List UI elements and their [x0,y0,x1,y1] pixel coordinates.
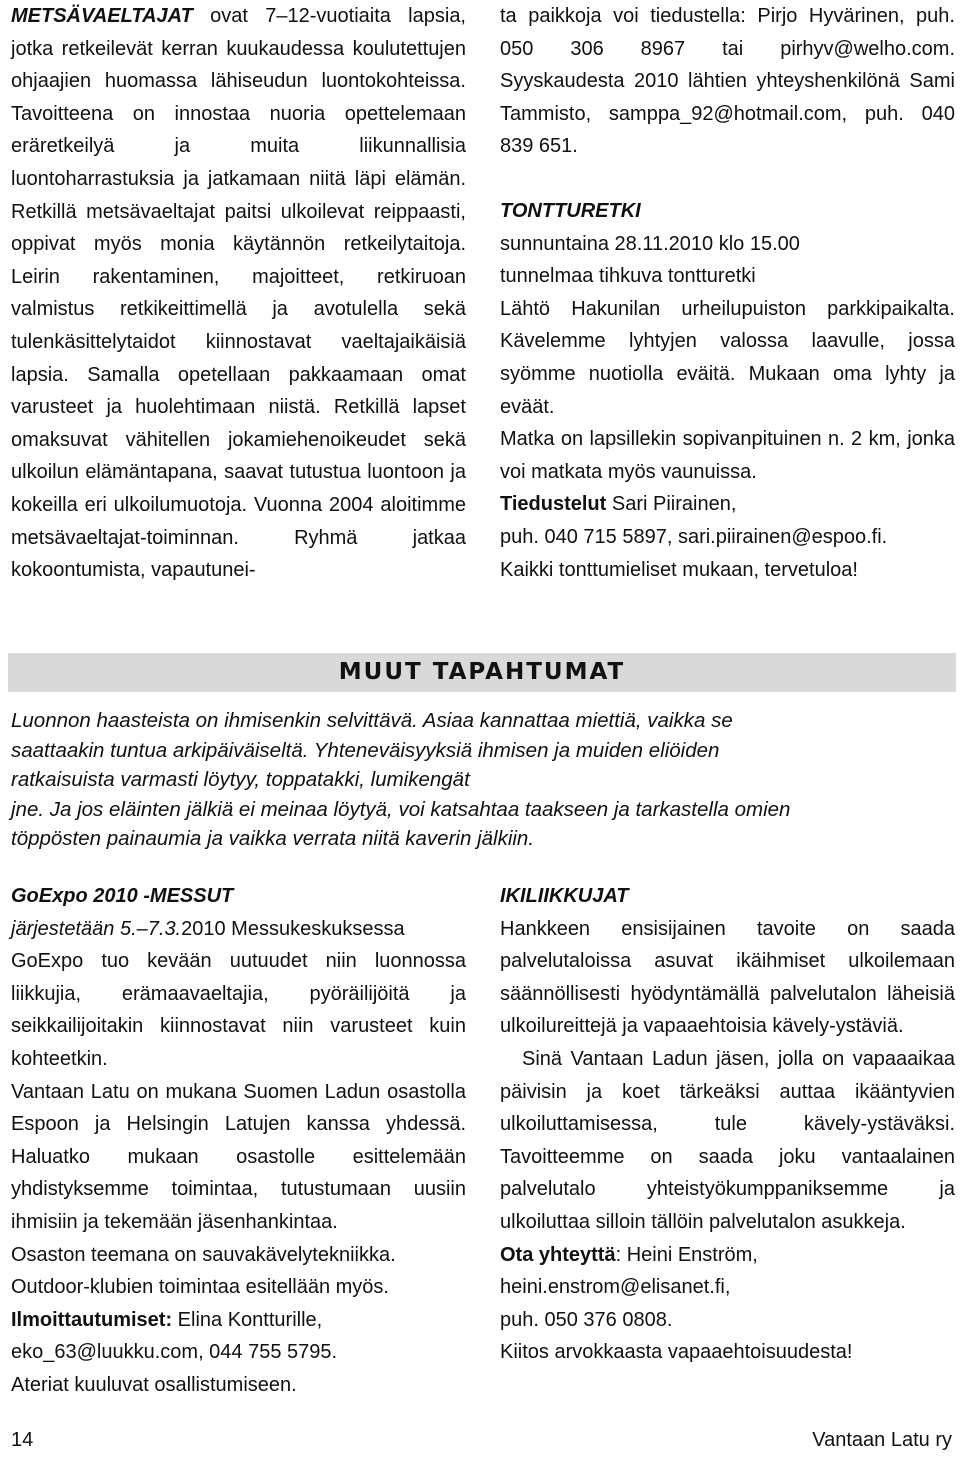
tontturetki-body: Lähtö Hakunilan urheilupuiston parkkipaikalta. Kävelemme lyhtyjen valossa laavulle, jossa syömme nuotiolla eväitä. Mukaan oma lyhty ja eväät. [500,297,955,418]
ikiliikkujat-closing: Kiitos arvokkaasta vapaaehtoisuudesta! [500,1341,853,1364]
tontturetki-column [500,0,955,586]
tontturetki-inquiries [500,488,955,521]
goexpo-paragraph-2: Vantaan Latu on mukana Suomen Ladun osastolla Espoon ja Helsingin Latujen kanssa yhdessä. Haluatko mukaan osastolle esittelemään yhdistyksemme toimintaa, tutustumaan uusiin ihmisiin ja tekemään jäsenhankintaa. [11,1080,466,1233]
contact-email: heini.enstrom@elisanet.fi, [500,1276,731,1299]
tontturetki-date: sunnuntaina 28.11.2010 klo 15.00 [500,232,800,255]
goexpo-paragraph-1: GoExpo tuo kevään uutuudet niin luonnossa liikkujia, erämaavaeltajia, pyöräilijöitä ja seikkailijoitakin kiinnostavat niin varusteet kuin kohteetkin. [11,950,466,1070]
section-title: MUUT TAPAHTUMAT [338,659,626,686]
goexpo-signup [11,1304,466,1337]
section-header-bar [8,653,956,692]
metsavaeltajat-continuation: ta paikkoja voi tiedustella: Pirjo Hyvärinen, puh. 050 306 8967 tai pirhyv@welho.com. Syyskaudesta 2010 lähtien yhteyshenkilönä Sami Tammisto, samppa_92@hotmail.com, puh. 040 839 651. [500,5,955,158]
metsavaeltajat-paragraph [11,0,466,587]
intro-line: jne. Ja jos eläinten jälkiä ei meinaa löytyä, voi katsahtaa taakseen ja tarkastella omien [11,797,791,821]
metsavaeltajat-body: ovat 7–12-vuotiaita lapsia, jotka retkeilevät kerran kuukaudessa koulutettujen ohjaajien huomassa lähiseudun luontokohteissa. Tavoitteena on innostaa nuoria opettelemaan eräretkeilyä ja muita liikunnallisia luontoharrastuksia ja jatkamaan niitä läpi elämän. Retkillä metsävaeltajat paitsi ulkoilevat reippaasti, oppivat myös monia käytännön retkeilytaitoja. Leirin rakentaminen, majoitteet, retkiruoan valmistus retkikeittimellä ja avotulella sekä tulenkäsittelytaidot kiinnostavat vaeltajaikäisiä lapsia. Samalla opetellaan pakkaamaan omat varusteet ja huolehtimaan niistä. Retkillä lapset omaksuvat vähitellen jokamiehenoikeudet sekä ulkoilun elämäntapana, saavat tutustua luontoon ja kokeilla eri ulkoilumuotoja. Vuonna 2004 aloitimme metsävaeltajat-toiminnan. Ryhmä jatkaa kokoontumista, vapautunei- [11,5,466,582]
goexpo-title: GoExpo 2010 -MESSUT [11,885,234,907]
inquiries-name: Sari Piirainen, [606,493,737,516]
ikiliikkujat-paragraph-2: Sinä Vantaan Ladun jäsen, jolla on vapaaaikaa päivisin ja koet tärkeäksi auttaa ikääntyvien ulkoiluttamisessa, tule kävely-ystäväksi. Tavoitteemme on saada joku vantaalainen palvelutalo yhteistyökumppaniksemme ja ulkoiluttaa silloin tällöin palvelutalon asukkeja. [500,1047,955,1233]
inquiries-contact: puh. 040 715 5897, sari.piirainen@espoo.fi. [500,525,888,548]
goexpo-closing: Ateriat kuuluvat osallistumiseen. [11,1373,297,1396]
publication-name: Vantaan Latu ry [812,1429,952,1451]
section-intro [11,706,946,854]
goexpo-date-prefix: järjestetään 5.–7.3. [11,917,182,940]
contact-name: : Heini Enström, [615,1243,758,1266]
tontturetki-title: TONTTURETKI [500,199,641,222]
contact-label: Ota yhteyttä [500,1243,616,1266]
metsavaeltajat-title: METSÄVAELTAJAT [11,5,193,27]
intro-line: ratkaisuista varmasti löytyy, toppatakki, lumikengät [11,768,470,791]
goexpo-date-suffix: 2010 Messukeskuksessa [181,917,405,940]
signup-label: Ilmoittautumiset: [11,1308,173,1331]
contact-phone: puh. 050 376 0808. [500,1308,673,1331]
page-number: 14 [11,1429,34,1451]
tontturetki-subtitle: tunnelmaa tihkuva tontturetki [500,265,756,288]
tontturetki-body-2: Matka on lapsillekin sopivanpituinen n. 2 km, jonka voi matkata myös vaunuissa. [500,428,955,483]
intro-line: Luonnon haasteista on ihmisenkin selvittävä. Asiaa kannattaa miettiä, vaikka se [11,709,733,732]
inquiries-label: Tiedustelut [500,493,607,516]
tontturetki-closing: Kaikki tonttumieliset mukaan, tervetuloa! [500,558,858,581]
goexpo-paragraph-4: Outdoor-klubien toimintaa esitellään myös. [11,1276,389,1299]
ikiliikkujat-title: IKILIIKKUJAT [500,885,629,907]
signup-name: Elina Kontturille, [172,1308,323,1331]
spacer [500,163,955,195]
goexpo-paragraph-3: Osaston teemana on sauvakävelytekniikka. [11,1243,396,1266]
signup-contact: eko_63@luukku.com, 044 755 5795. [11,1341,338,1364]
goexpo-date [11,913,466,946]
metsavaeltajat-article [11,0,466,587]
ikiliikkujat-contact [500,1239,955,1272]
ikiliikkujat-article [500,880,955,1369]
ikiliikkujat-paragraph-1: Hankkeen ensisijainen tavoite on saada palvelutaloissa asuvat ikäihmiset ulkoilemaan säännöllisesti hyödyntämällä palvelutalon läheisiä ulkoilureittejä ja vapaaehtoisia kävely-ystäviä. [500,917,955,1038]
goexpo-article [11,880,466,1402]
intro-line: töppösten painaumia ja vaikka verrata niitä kaverin jälkiin. [11,827,535,850]
intro-line: saattaakin tuntua arkipäiväiseltä. Yhteneväisyyksiä ihmisen ja muiden eliöiden [11,738,720,762]
